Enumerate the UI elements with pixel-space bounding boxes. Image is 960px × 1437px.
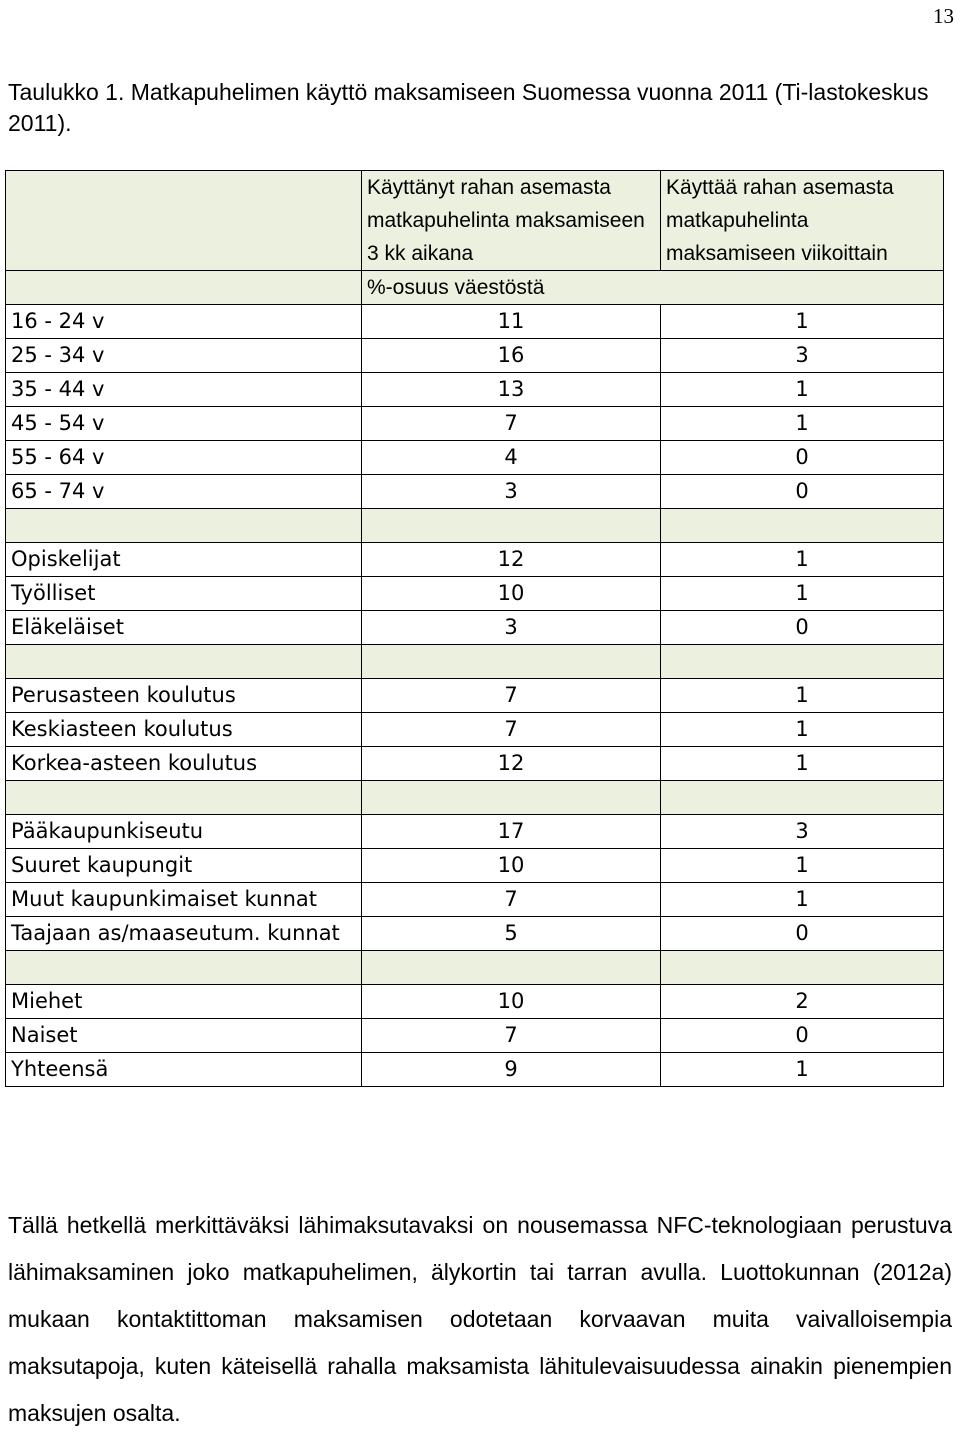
table-row bbox=[6, 373, 944, 407]
table-row bbox=[6, 679, 944, 713]
spacer-cell bbox=[362, 951, 661, 985]
value-weekly: 1 bbox=[661, 747, 944, 781]
value-3kk: 7 bbox=[362, 407, 661, 441]
spacer-row bbox=[6, 645, 944, 679]
value-3kk: 12 bbox=[362, 543, 661, 577]
value-weekly: 1 bbox=[661, 407, 944, 441]
value-weekly: 2 bbox=[661, 985, 944, 1019]
value-weekly: 0 bbox=[661, 611, 944, 645]
spacer-cell bbox=[6, 951, 362, 985]
spacer-cell bbox=[6, 781, 362, 815]
value-weekly: 1 bbox=[661, 883, 944, 917]
table-row bbox=[6, 543, 944, 577]
row-label: Korkea-asteen koulutus bbox=[6, 747, 362, 781]
row-label: Muut kaupunkimaiset kunnat bbox=[6, 883, 362, 917]
unit-empty-cell bbox=[6, 271, 362, 305]
spacer-cell bbox=[6, 645, 362, 679]
spacer-cell bbox=[661, 781, 944, 815]
table-row bbox=[6, 1053, 944, 1087]
spacer-cell bbox=[362, 781, 661, 815]
value-weekly: 1 bbox=[661, 849, 944, 883]
table-row bbox=[6, 815, 944, 849]
table-row bbox=[6, 475, 944, 509]
row-label: Pääkaupunkiseutu bbox=[6, 815, 362, 849]
value-weekly: 1 bbox=[661, 577, 944, 611]
row-label: Taajaan as/maaseutum. kunnat bbox=[6, 917, 362, 951]
value-3kk: 3 bbox=[362, 611, 661, 645]
value-3kk: 16 bbox=[362, 339, 661, 373]
value-3kk: 10 bbox=[362, 985, 661, 1019]
unit-row bbox=[6, 271, 944, 305]
spacer-cell bbox=[362, 645, 661, 679]
table-row bbox=[6, 985, 944, 1019]
table-row bbox=[6, 1019, 944, 1053]
value-3kk: 13 bbox=[362, 373, 661, 407]
value-3kk: 7 bbox=[362, 713, 661, 747]
value-weekly: 1 bbox=[661, 543, 944, 577]
value-3kk: 4 bbox=[362, 441, 661, 475]
row-label: Opiskelijat bbox=[6, 543, 362, 577]
spacer-row bbox=[6, 781, 944, 815]
value-weekly: 3 bbox=[661, 815, 944, 849]
table-row bbox=[6, 883, 944, 917]
value-3kk: 7 bbox=[362, 1019, 661, 1053]
value-weekly: 0 bbox=[661, 917, 944, 951]
value-3kk: 12 bbox=[362, 747, 661, 781]
value-3kk: 17 bbox=[362, 815, 661, 849]
row-label: Suuret kaupungit bbox=[6, 849, 362, 883]
body-paragraph: Tällä hetkellä merkittäväksi lähimaksutavaksi on nousemassa NFC-teknologiaan perustuva lähimaksaminen joko matkapuhelimen, älykortin tai tarran avulla. Luottokunnan (2012a) mukaan kontaktittoman maksamisen odotetaan korvaavan muita vaivalloisempia maksutapoja, kuten käteisellä rahalla maksamista lähitulevaisuudessa ainakin pienempien maksujen osalta. bbox=[8, 1212, 952, 1426]
value-weekly: 0 bbox=[661, 475, 944, 509]
table-row bbox=[6, 849, 944, 883]
value-3kk: 10 bbox=[362, 577, 661, 611]
table-row bbox=[6, 441, 944, 475]
spacer-cell bbox=[661, 951, 944, 985]
row-label: 55 - 64 v bbox=[6, 441, 362, 475]
table-row bbox=[6, 747, 944, 781]
value-3kk: 3 bbox=[362, 475, 661, 509]
row-label: Naiset bbox=[6, 1019, 362, 1053]
value-weekly: 1 bbox=[661, 373, 944, 407]
column-header-3kk: Käyttänyt rahan asemasta matkapuhelinta maksamiseen 3 kk aikana bbox=[362, 171, 661, 271]
header-row bbox=[6, 171, 944, 271]
value-weekly: 1 bbox=[661, 679, 944, 713]
value-3kk: 11 bbox=[362, 305, 661, 339]
value-weekly: 0 bbox=[661, 441, 944, 475]
row-label: Työlliset bbox=[6, 577, 362, 611]
table-row bbox=[6, 305, 944, 339]
table-row bbox=[6, 339, 944, 373]
row-label: Eläkeläiset bbox=[6, 611, 362, 645]
row-label: Keskiasteen koulutus bbox=[6, 713, 362, 747]
page-number: 13 bbox=[933, 4, 954, 28]
value-weekly: 3 bbox=[661, 339, 944, 373]
table-row bbox=[6, 917, 944, 951]
row-label: 35 - 44 v bbox=[6, 373, 362, 407]
row-label: Miehet bbox=[6, 985, 362, 1019]
table-row bbox=[6, 713, 944, 747]
table-row bbox=[6, 407, 944, 441]
data-table bbox=[5, 170, 944, 1087]
value-weekly: 0 bbox=[661, 1019, 944, 1053]
value-3kk: 9 bbox=[362, 1053, 661, 1087]
value-weekly: 1 bbox=[661, 305, 944, 339]
column-header-weekly: Käyttää rahan asemasta matkapuhelinta maksamiseen viikoittain bbox=[661, 171, 944, 271]
spacer-cell bbox=[6, 509, 362, 543]
row-label: 16 - 24 v bbox=[6, 305, 362, 339]
unit-label: %-osuus väestöstä bbox=[362, 271, 944, 305]
value-weekly: 1 bbox=[661, 713, 944, 747]
table-row bbox=[6, 577, 944, 611]
spacer-row bbox=[6, 509, 944, 543]
value-3kk: 7 bbox=[362, 883, 661, 917]
row-label: 25 - 34 v bbox=[6, 339, 362, 373]
header-empty-cell bbox=[6, 171, 362, 271]
row-label: Perusasteen koulutus bbox=[6, 679, 362, 713]
value-weekly: 1 bbox=[661, 1053, 944, 1087]
value-3kk: 5 bbox=[362, 917, 661, 951]
spacer-cell bbox=[362, 509, 661, 543]
spacer-cell bbox=[661, 645, 944, 679]
table-caption: Taulukko 1. Matkapuhelimen käyttö maksamiseen Suomessa vuonna 2011 (Ti-lastokeskus 2011). bbox=[8, 79, 929, 136]
table-row bbox=[6, 611, 944, 645]
row-label: Yhteensä bbox=[6, 1053, 362, 1087]
row-label: 45 - 54 v bbox=[6, 407, 362, 441]
row-label: 65 - 74 v bbox=[6, 475, 362, 509]
value-3kk: 10 bbox=[362, 849, 661, 883]
spacer-cell bbox=[661, 509, 944, 543]
value-3kk: 7 bbox=[362, 679, 661, 713]
spacer-row bbox=[6, 951, 944, 985]
